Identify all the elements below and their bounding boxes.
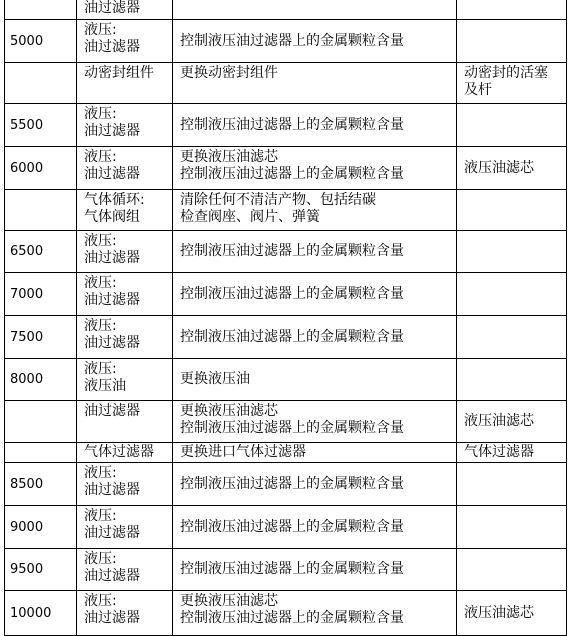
component-text: 液压: 油过滤器 xyxy=(84,508,140,541)
component-text: 液压: 油过滤器 xyxy=(84,106,140,139)
interval-cell xyxy=(4,316,76,358)
component-cell xyxy=(76,401,172,442)
component-text: 液压: 液压油 xyxy=(84,361,126,394)
interval-cell xyxy=(4,463,76,505)
component-cell xyxy=(76,316,172,358)
component-text: 气体过滤器 xyxy=(84,444,154,460)
parts-cell xyxy=(456,231,566,272)
component-cell xyxy=(76,0,172,19)
work-cell xyxy=(172,316,456,358)
parts-cell xyxy=(456,147,566,189)
component-text: 液压: 油过滤器 xyxy=(84,551,140,584)
work-cell xyxy=(172,104,456,146)
column-divider xyxy=(4,0,5,636)
component-text: 油过滤器 xyxy=(84,403,140,419)
parts-cell xyxy=(456,506,566,548)
column-divider xyxy=(76,0,77,636)
table-row xyxy=(4,591,566,636)
parts-cell xyxy=(456,63,566,103)
parts-cell xyxy=(456,359,566,400)
table-row xyxy=(4,147,566,190)
parts-cell xyxy=(456,443,566,462)
parts-cell xyxy=(456,20,566,62)
parts-cell xyxy=(456,549,566,590)
table-row xyxy=(4,231,566,273)
interval-cell xyxy=(4,63,76,103)
work-text: 控制液压油过滤器上的金属颗粒含量 xyxy=(180,243,404,259)
work-cell xyxy=(172,359,456,400)
table-row xyxy=(4,549,566,591)
table-row xyxy=(4,20,566,63)
component-cell xyxy=(76,506,172,548)
table-row xyxy=(4,0,566,20)
column-divider xyxy=(456,0,457,636)
parts-cell xyxy=(456,190,566,230)
interval-cell xyxy=(4,549,76,590)
table-row xyxy=(4,506,566,549)
parts-text: 液压油滤芯 xyxy=(464,605,534,621)
work-cell xyxy=(172,231,456,272)
table-row xyxy=(4,463,566,506)
work-cell xyxy=(172,190,456,230)
interval-cell xyxy=(4,231,76,272)
table-row xyxy=(4,316,566,359)
interval-cell xyxy=(4,591,76,635)
interval-cell xyxy=(4,273,76,315)
interval-text: 9500 xyxy=(10,562,44,577)
interval-cell xyxy=(4,506,76,548)
work-text: 更换液压油滤芯 控制液压油过滤器上的金属颗粒含量 xyxy=(180,403,404,436)
work-cell xyxy=(172,20,456,62)
interval-text: 8500 xyxy=(10,477,44,492)
work-cell xyxy=(172,443,456,462)
work-text: 控制液压油过滤器上的金属颗粒含量 xyxy=(180,33,404,49)
component-cell xyxy=(76,463,172,505)
table-row xyxy=(4,273,566,316)
work-cell xyxy=(172,401,456,442)
work-cell xyxy=(172,549,456,590)
work-text: 控制液压油过滤器上的金属颗粒含量 xyxy=(180,117,404,133)
parts-cell xyxy=(456,316,566,358)
parts-text: 动密封的活塞 及杆 xyxy=(464,65,548,98)
interval-text: 8000 xyxy=(10,372,44,387)
work-cell xyxy=(172,0,456,19)
component-cell xyxy=(76,591,172,635)
interval-text: 5000 xyxy=(10,34,44,49)
table-row xyxy=(4,443,566,463)
work-text: 清除任何不清洁产物、包括结碳 检查阀座、阀片、弹簧 xyxy=(180,192,376,225)
interval-text: 9000 xyxy=(10,520,44,535)
work-text: 控制液压油过滤器上的金属颗粒含量 xyxy=(180,286,404,302)
interval-cell xyxy=(4,104,76,146)
parts-cell xyxy=(456,401,566,442)
work-cell xyxy=(172,63,456,103)
table-row xyxy=(4,401,566,443)
interval-cell xyxy=(4,20,76,62)
interval-text: 10000 xyxy=(10,606,52,621)
work-cell xyxy=(172,591,456,635)
work-text: 控制液压油过滤器上的金属颗粒含量 xyxy=(180,329,404,345)
interval-cell xyxy=(4,443,76,462)
parts-cell xyxy=(456,104,566,146)
table-row xyxy=(4,359,566,401)
parts-cell xyxy=(456,463,566,505)
work-cell xyxy=(172,273,456,315)
interval-cell xyxy=(4,147,76,189)
component-cell xyxy=(76,443,172,462)
component-text: 气体循环: 气体阀组 xyxy=(84,192,145,225)
interval-cell xyxy=(4,0,76,19)
interval-cell xyxy=(4,190,76,230)
work-cell xyxy=(172,506,456,548)
interval-cell xyxy=(4,401,76,442)
table-row xyxy=(4,63,566,104)
component-text: 液压: 油过滤器 xyxy=(84,275,140,308)
component-text: 油过滤器 xyxy=(84,0,140,16)
component-cell xyxy=(76,190,172,230)
interval-text: 5500 xyxy=(10,118,44,133)
component-cell xyxy=(76,359,172,400)
parts-cell xyxy=(456,0,566,19)
parts-text: 液压油滤芯 xyxy=(464,160,534,176)
work-cell xyxy=(172,147,456,189)
work-cell xyxy=(172,463,456,505)
component-cell xyxy=(76,147,172,189)
parts-cell xyxy=(456,591,566,635)
interval-text: 6500 xyxy=(10,244,44,259)
component-cell xyxy=(76,20,172,62)
work-text: 更换进口气体过滤器 xyxy=(180,444,306,460)
component-text: 液压: 油过滤器 xyxy=(84,593,140,626)
column-divider xyxy=(172,0,173,636)
component-cell xyxy=(76,231,172,272)
work-text: 更换液压油滤芯 控制液压油过滤器上的金属颗粒含量 xyxy=(180,149,404,182)
parts-text: 气体过滤器 xyxy=(464,444,534,460)
parts-cell xyxy=(456,273,566,315)
work-text: 控制液压油过滤器上的金属颗粒含量 xyxy=(180,519,404,535)
component-text: 液压: 油过滤器 xyxy=(84,318,140,351)
work-text: 控制液压油过滤器上的金属颗粒含量 xyxy=(180,476,404,492)
component-text: 动密封组件 xyxy=(84,65,154,81)
work-text: 更换液压油滤芯 控制液压油过滤器上的金属颗粒含量 xyxy=(180,593,404,626)
component-cell xyxy=(76,63,172,103)
interval-text: 6000 xyxy=(10,161,44,176)
component-text: 液压: 油过滤器 xyxy=(84,22,140,55)
component-text: 液压: 油过滤器 xyxy=(84,233,140,266)
interval-cell xyxy=(4,359,76,400)
work-text: 更换液压油 xyxy=(180,371,250,387)
component-text: 液压: 油过滤器 xyxy=(84,465,140,498)
work-text: 控制液压油过滤器上的金属颗粒含量 xyxy=(180,561,404,577)
interval-text: 7500 xyxy=(10,330,44,345)
parts-text: 液压油滤芯 xyxy=(464,413,534,429)
column-divider xyxy=(566,0,567,636)
table-row xyxy=(4,104,566,147)
component-cell xyxy=(76,104,172,146)
work-text: 更换动密封组件 xyxy=(180,65,278,81)
component-cell xyxy=(76,549,172,590)
table-row xyxy=(4,190,566,231)
component-text: 液压: 油过滤器 xyxy=(84,149,140,182)
interval-text: 7000 xyxy=(10,287,44,302)
component-cell xyxy=(76,273,172,315)
